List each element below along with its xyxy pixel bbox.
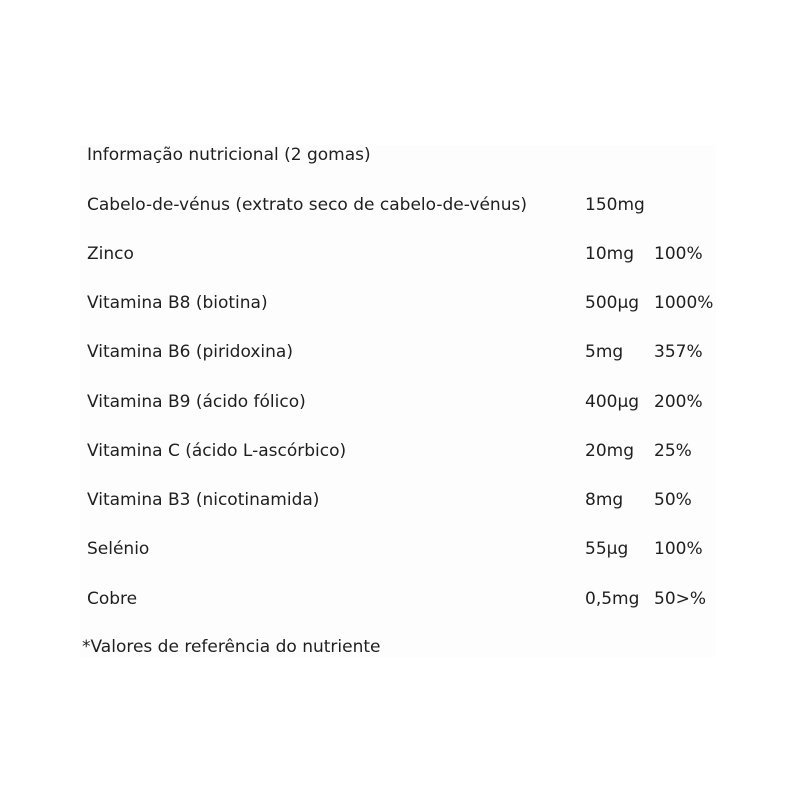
nutrient-percent: 200% <box>654 392 703 412</box>
nutrition-table-title: Informação nutricional (2 gomas) <box>87 145 371 165</box>
nutrient-name: Zinco <box>87 244 134 264</box>
nutrient-amount: 55µg <box>585 539 629 559</box>
nutrient-amount: 500µg <box>585 293 640 313</box>
nutrient-percent: 100% <box>654 244 703 264</box>
nutrient-percent: 25% <box>654 441 692 461</box>
nutrient-amount: 10mg <box>585 244 634 264</box>
nutrient-name: Cobre <box>87 589 138 609</box>
nutrient-percent: 50% <box>654 490 692 510</box>
nutrient-name: Cabelo-de-vénus (extrato seco de cabelo-de-vénus) <box>87 195 527 215</box>
nutrient-name: Vitamina B6 (piridoxina) <box>87 342 293 362</box>
nutrient-percent: 1000% <box>654 293 714 313</box>
nutrient-amount: 20mg <box>585 441 634 461</box>
nutrient-amount: 150mg <box>585 195 645 215</box>
nutrient-name: Vitamina B3 (nicotinamida) <box>87 490 320 510</box>
reference-values-footnote: *Valores de referência do nutriente <box>82 637 381 657</box>
nutrient-percent: 100% <box>654 539 703 559</box>
nutrient-percent: 50>% <box>654 589 707 609</box>
nutrient-name: Selénio <box>87 539 150 559</box>
nutrient-name: Vitamina B8 (biotina) <box>87 293 268 313</box>
nutrient-amount: 5mg <box>585 342 624 362</box>
nutrient-amount: 0,5mg <box>585 589 640 609</box>
nutrient-name: Vitamina C (ácido L-ascórbico) <box>87 441 347 461</box>
nutrient-name: Vitamina B9 (ácido fólico) <box>87 392 306 412</box>
nutrient-amount: 8mg <box>585 490 624 510</box>
nutrient-amount: 400µg <box>585 392 640 412</box>
nutrient-percent: 357% <box>654 342 703 362</box>
